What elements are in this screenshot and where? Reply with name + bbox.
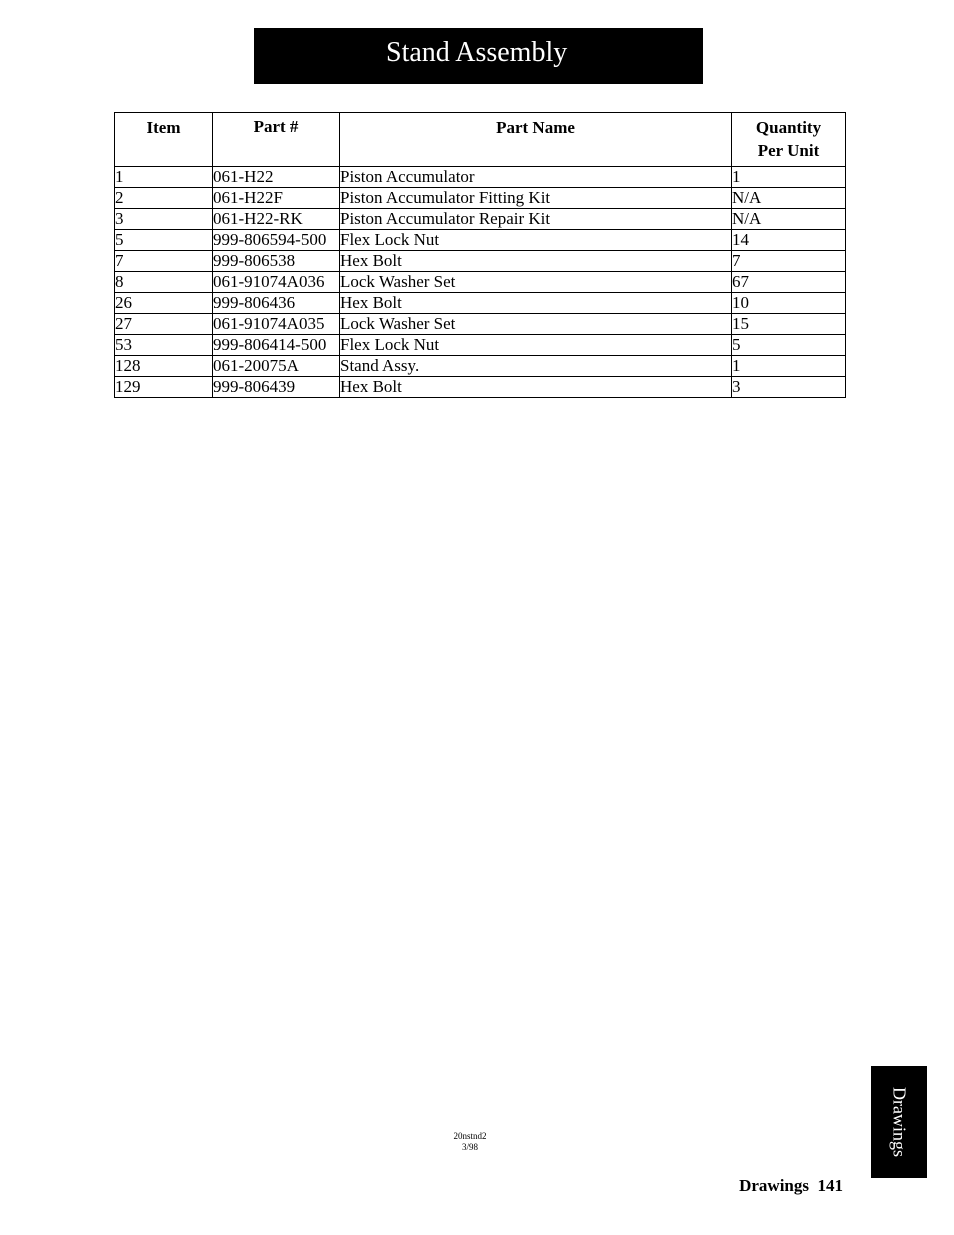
footer-section: Drawings xyxy=(739,1176,809,1195)
cell-item: 26 xyxy=(115,293,213,314)
cell-part-name: Piston Accumulator Repair Kit xyxy=(340,209,732,230)
cell-part-number: 061-H22-RK xyxy=(213,209,340,230)
document-date: 3/98 xyxy=(461,1142,478,1152)
cell-quantity: 15 xyxy=(732,314,846,335)
table-row xyxy=(115,314,846,335)
cell-item: 3 xyxy=(115,209,213,230)
page-title-banner xyxy=(254,28,703,84)
cell-part-name: Hex Bolt xyxy=(340,293,732,314)
cell-part-name: Lock Washer Set xyxy=(340,272,732,293)
cell-part-name: Hex Bolt xyxy=(340,377,732,398)
cell-quantity: 1 xyxy=(732,167,846,188)
cell-quantity: 7 xyxy=(732,251,846,272)
cell-part-number: 061-20075A xyxy=(213,356,340,377)
cell-item: 27 xyxy=(115,314,213,335)
cell-part-name: Piston Accumulator xyxy=(340,167,732,188)
table-row xyxy=(115,356,846,377)
cell-quantity: 10 xyxy=(732,293,846,314)
cell-part-number: 061-H22F xyxy=(213,188,340,209)
cell-quantity: 5 xyxy=(732,335,846,356)
table-row xyxy=(115,272,846,293)
cell-part-name: Hex Bolt xyxy=(340,251,732,272)
table-row xyxy=(115,188,846,209)
cell-part-number: 999-806439 xyxy=(213,377,340,398)
cell-item: 53 xyxy=(115,335,213,356)
cell-part-number: 061-H22 xyxy=(213,167,340,188)
header-quantity-line1: Quantity xyxy=(755,118,822,137)
cell-part-number: 061-91074A036 xyxy=(213,272,340,293)
table-row xyxy=(115,209,846,230)
cell-part-number: 999-806414-500 xyxy=(213,335,340,356)
cell-item: 129 xyxy=(115,377,213,398)
cell-item: 8 xyxy=(115,272,213,293)
header-quantity-line2: Per Unit xyxy=(757,141,820,160)
table-row xyxy=(115,230,846,251)
page-footer xyxy=(739,1176,843,1196)
parts-table xyxy=(114,112,846,398)
header-quantity xyxy=(732,113,846,167)
cell-item: 7 xyxy=(115,251,213,272)
cell-part-number: 061-91074A035 xyxy=(213,314,340,335)
table-row xyxy=(115,335,846,356)
cell-part-number: 999-806594-500 xyxy=(213,230,340,251)
table-header-row xyxy=(115,113,846,167)
section-side-tab xyxy=(871,1066,927,1178)
page-title: Stand Assembly xyxy=(386,37,568,68)
cell-quantity: 3 xyxy=(732,377,846,398)
cell-part-number: 999-806436 xyxy=(213,293,340,314)
table-row xyxy=(115,293,846,314)
table-row xyxy=(115,377,846,398)
page-number: 141 xyxy=(817,1176,843,1195)
cell-item: 128 xyxy=(115,356,213,377)
table-row xyxy=(115,167,846,188)
side-tab-label: Drawings xyxy=(889,1087,910,1157)
cell-quantity: N/A xyxy=(732,188,846,209)
table-row xyxy=(115,251,846,272)
header-part-number: Part # xyxy=(213,113,340,167)
cell-quantity: 1 xyxy=(732,356,846,377)
cell-quantity: 14 xyxy=(732,230,846,251)
header-item: Item xyxy=(115,113,213,167)
document-code: 20nstnd2 xyxy=(453,1131,487,1141)
cell-part-name: Flex Lock Nut xyxy=(340,335,732,356)
cell-item: 1 xyxy=(115,167,213,188)
cell-item: 5 xyxy=(115,230,213,251)
cell-item: 2 xyxy=(115,188,213,209)
cell-part-name: Piston Accumulator Fitting Kit xyxy=(340,188,732,209)
header-part-name: Part Name xyxy=(340,113,732,167)
cell-part-name: Lock Washer Set xyxy=(340,314,732,335)
cell-part-number: 999-806538 xyxy=(213,251,340,272)
cell-quantity: 67 xyxy=(732,272,846,293)
cell-part-name: Flex Lock Nut xyxy=(340,230,732,251)
cell-part-name: Stand Assy. xyxy=(340,356,732,377)
cell-quantity: N/A xyxy=(732,209,846,230)
